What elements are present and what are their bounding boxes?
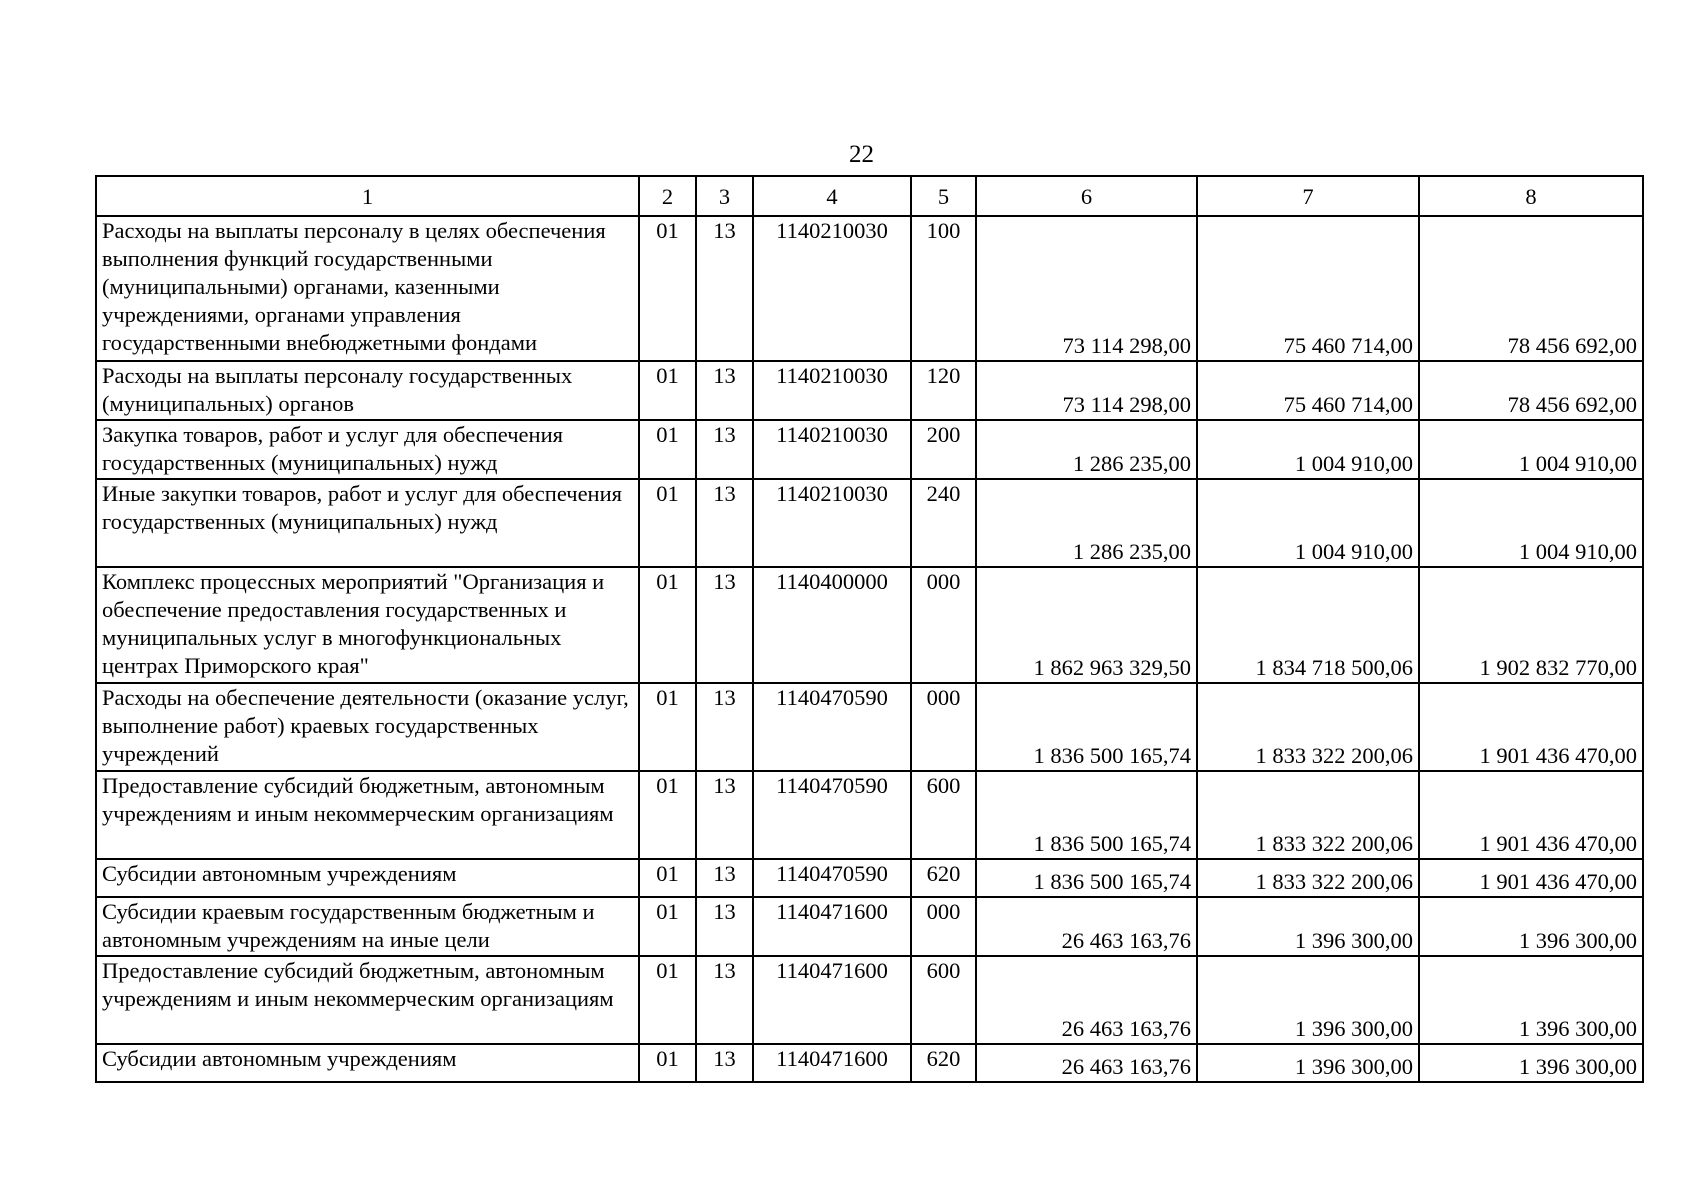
target-article-code: 1140210030 bbox=[753, 479, 911, 567]
target-article-code: 1140400000 bbox=[753, 567, 911, 683]
table-row bbox=[96, 420, 1643, 479]
target-article-code: 1140470590 bbox=[753, 859, 911, 897]
target-article-code: 1140470590 bbox=[753, 771, 911, 859]
section-code: 01 bbox=[639, 771, 696, 859]
amount-year-3: 1 004 910,00 bbox=[1419, 479, 1643, 567]
section-code: 01 bbox=[639, 897, 696, 956]
amount-year-3: 1 901 436 470,00 bbox=[1419, 683, 1643, 771]
column-header-8: 8 bbox=[1419, 176, 1643, 216]
section-code: 01 bbox=[639, 420, 696, 479]
section-code: 01 bbox=[639, 479, 696, 567]
amount-year-1: 1 286 235,00 bbox=[976, 420, 1197, 479]
subsection-code: 13 bbox=[696, 771, 753, 859]
amount-year-3: 1 396 300,00 bbox=[1419, 956, 1643, 1044]
subsection-code: 13 bbox=[696, 683, 753, 771]
amount-year-1: 26 463 163,76 bbox=[976, 1044, 1197, 1082]
amount-year-3: 1 396 300,00 bbox=[1419, 1044, 1643, 1082]
expense-type-code: 600 bbox=[911, 956, 976, 1044]
amount-year-2: 1 004 910,00 bbox=[1197, 479, 1419, 567]
amount-year-2: 1 396 300,00 bbox=[1197, 897, 1419, 956]
section-code: 01 bbox=[639, 216, 696, 361]
table-row bbox=[96, 567, 1643, 683]
row-description: Субсидии краевым государственным бюджетным и автономным учреждениям на иные цели bbox=[96, 897, 639, 956]
subsection-code: 13 bbox=[696, 420, 753, 479]
subsection-code: 13 bbox=[696, 1044, 753, 1082]
subsection-code: 13 bbox=[696, 956, 753, 1044]
target-article-code: 1140471600 bbox=[753, 956, 911, 1044]
section-code: 01 bbox=[639, 1044, 696, 1082]
subsection-code: 13 bbox=[696, 567, 753, 683]
column-header-6: 6 bbox=[976, 176, 1197, 216]
expense-type-code: 600 bbox=[911, 771, 976, 859]
target-article-code: 1140210030 bbox=[753, 361, 911, 420]
row-description: Закупка товаров, работ и услуг для обеспечения государственных (муниципальных) нужд bbox=[96, 420, 639, 479]
amount-year-2: 1 833 322 200,06 bbox=[1197, 859, 1419, 897]
amount-year-1: 26 463 163,76 bbox=[976, 956, 1197, 1044]
amount-year-3: 1 901 436 470,00 bbox=[1419, 771, 1643, 859]
target-article-code: 1140471600 bbox=[753, 897, 911, 956]
expense-type-code: 240 bbox=[911, 479, 976, 567]
column-header-3: 3 bbox=[696, 176, 753, 216]
subsection-code: 13 bbox=[696, 479, 753, 567]
section-code: 01 bbox=[639, 956, 696, 1044]
column-header-4: 4 bbox=[753, 176, 911, 216]
section-code: 01 bbox=[639, 567, 696, 683]
row-description: Субсидии автономным учреждениям bbox=[96, 1044, 639, 1082]
row-description: Предоставление субсидий бюджетным, автономным учреждениям и иным некоммерческим организациям bbox=[96, 771, 639, 859]
amount-year-2: 1 004 910,00 bbox=[1197, 420, 1419, 479]
table-row bbox=[96, 897, 1643, 956]
amount-year-3: 78 456 692,00 bbox=[1419, 361, 1643, 420]
amount-year-3: 78 456 692,00 bbox=[1419, 216, 1643, 361]
amount-year-2: 1 833 322 200,06 bbox=[1197, 683, 1419, 771]
amount-year-1: 73 114 298,00 bbox=[976, 216, 1197, 361]
subsection-code: 13 bbox=[696, 216, 753, 361]
page-number: 22 bbox=[849, 141, 874, 168]
table-row bbox=[96, 479, 1643, 567]
section-code: 01 bbox=[639, 361, 696, 420]
target-article-code: 1140470590 bbox=[753, 683, 911, 771]
amount-year-3: 1 396 300,00 bbox=[1419, 897, 1643, 956]
amount-year-3: 1 902 832 770,00 bbox=[1419, 567, 1643, 683]
amount-year-3: 1 004 910,00 bbox=[1419, 420, 1643, 479]
amount-year-2: 1 396 300,00 bbox=[1197, 1044, 1419, 1082]
budget-table bbox=[95, 175, 1644, 1083]
amount-year-2: 1 396 300,00 bbox=[1197, 956, 1419, 1044]
table-row bbox=[96, 956, 1643, 1044]
amount-year-2: 75 460 714,00 bbox=[1197, 361, 1419, 420]
row-description: Комплекс процессных мероприятий "Организация и обеспечение предоставления государственных и муниципальных услуг в многофункциональных центрах Приморского края" bbox=[96, 567, 639, 683]
row-description: Субсидии автономным учреждениям bbox=[96, 859, 639, 897]
amount-year-1: 1 862 963 329,50 bbox=[976, 567, 1197, 683]
expense-type-code: 200 bbox=[911, 420, 976, 479]
table-row bbox=[96, 859, 1643, 897]
column-header-1: 1 bbox=[96, 176, 639, 216]
target-article-code: 1140471600 bbox=[753, 1044, 911, 1082]
expense-type-code: 620 bbox=[911, 1044, 976, 1082]
expense-type-code: 620 bbox=[911, 859, 976, 897]
row-description: Расходы на выплаты персоналу государственных (муниципальных) органов bbox=[96, 361, 639, 420]
row-description: Расходы на обеспечение деятельности (оказание услуг, выполнение работ) краевых государственных учреждений bbox=[96, 683, 639, 771]
row-description: Предоставление субсидий бюджетным, автономным учреждениям и иным некоммерческим организациям bbox=[96, 956, 639, 1044]
expense-type-code: 100 bbox=[911, 216, 976, 361]
table-row bbox=[96, 771, 1643, 859]
subsection-code: 13 bbox=[696, 897, 753, 956]
table-row bbox=[96, 1044, 1643, 1082]
expense-type-code: 000 bbox=[911, 567, 976, 683]
amount-year-1: 1 286 235,00 bbox=[976, 479, 1197, 567]
subsection-code: 13 bbox=[696, 859, 753, 897]
amount-year-1: 1 836 500 165,74 bbox=[976, 771, 1197, 859]
amount-year-2: 1 833 322 200,06 bbox=[1197, 771, 1419, 859]
target-article-code: 1140210030 bbox=[753, 420, 911, 479]
expense-type-code: 000 bbox=[911, 683, 976, 771]
amount-year-1: 26 463 163,76 bbox=[976, 897, 1197, 956]
column-header-7: 7 bbox=[1197, 176, 1419, 216]
amount-year-2: 75 460 714,00 bbox=[1197, 216, 1419, 361]
expense-type-code: 000 bbox=[911, 897, 976, 956]
row-description: Иные закупки товаров, работ и услуг для обеспечения государственных (муниципальных) нужд bbox=[96, 479, 639, 567]
expense-type-code: 120 bbox=[911, 361, 976, 420]
target-article-code: 1140210030 bbox=[753, 216, 911, 361]
amount-year-1: 73 114 298,00 bbox=[976, 361, 1197, 420]
table-row bbox=[96, 361, 1643, 420]
amount-year-1: 1 836 500 165,74 bbox=[976, 683, 1197, 771]
column-header-2: 2 bbox=[639, 176, 696, 216]
amount-year-3: 1 901 436 470,00 bbox=[1419, 859, 1643, 897]
column-header-5: 5 bbox=[911, 176, 976, 216]
column-number-row bbox=[96, 176, 1643, 216]
table-row bbox=[96, 683, 1643, 771]
row-description: Расходы на выплаты персоналу в целях обеспечения выполнения функций государственными (муниципальными) органами, казенными учреждениями, органами управления государственными внебюджетными фондами bbox=[96, 216, 639, 361]
amount-year-1: 1 836 500 165,74 bbox=[976, 859, 1197, 897]
section-code: 01 bbox=[639, 859, 696, 897]
subsection-code: 13 bbox=[696, 361, 753, 420]
amount-year-2: 1 834 718 500,06 bbox=[1197, 567, 1419, 683]
table-row bbox=[96, 216, 1643, 361]
section-code: 01 bbox=[639, 683, 696, 771]
